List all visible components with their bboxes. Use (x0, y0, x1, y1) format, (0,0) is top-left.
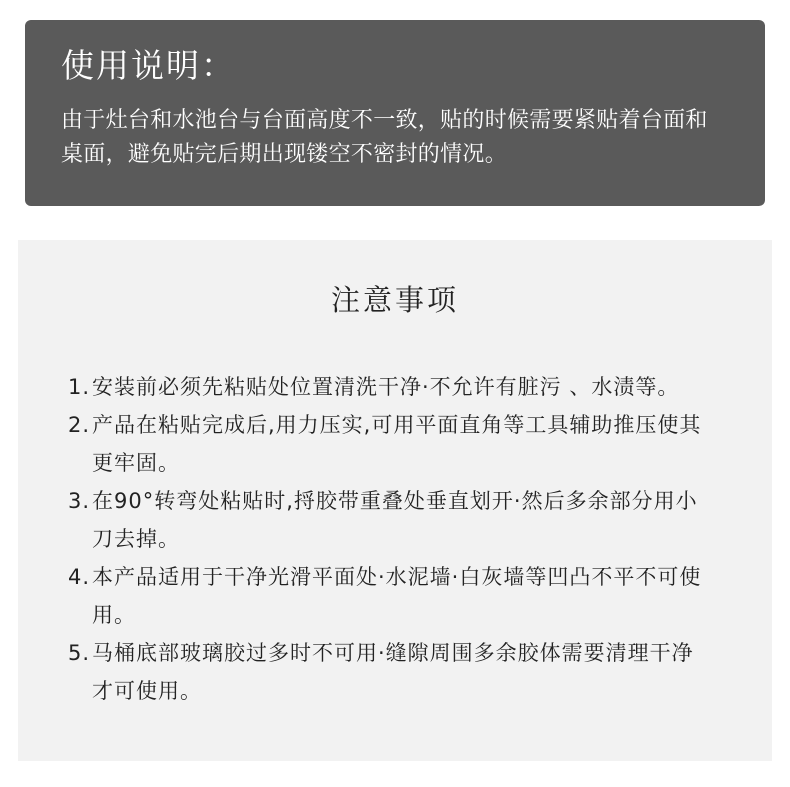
note-text: 本产品适用于干净光滑平面处·水泥墙·白灰墙等凹凸不平不可使用。 (92, 565, 702, 627)
usage-body-text: 由于灶台和水池台与台面高度不一致，贴的时候需要紧贴着台面和桌面，避免贴完后期出现镂空不密封的情况。 (61, 108, 708, 167)
note-item (68, 634, 708, 710)
note-item (68, 406, 708, 482)
usage-title: 使用说明： (61, 46, 236, 85)
note-text: 安装前必须先粘贴处位置清洗干净·不允许有脏污 、水渍等。 (92, 375, 680, 399)
notes-title: 注意事项 (330, 283, 459, 317)
note-item (68, 558, 708, 634)
note-number: 1. (68, 375, 91, 399)
usage-instructions-panel (25, 20, 765, 206)
note-number: 4. (68, 565, 91, 589)
note-number: 5. (68, 641, 91, 665)
note-text: 马桶底部玻璃胶过多时不可用·缝隙周围多余胶体需要清理干净才可使用。 (92, 641, 694, 703)
notes-list (68, 368, 708, 710)
note-item (68, 482, 708, 558)
note-text: 产品在粘贴完成后,用力压实,可用平面直角等工具辅助推压使其更牢固。 (92, 413, 702, 475)
note-item (68, 368, 708, 406)
note-number: 2. (68, 413, 91, 437)
note-text: 在90°转弯处粘贴时,捋胶带重叠处垂直划开·然后多余部分用小刀去掉。 (92, 489, 698, 551)
note-number: 3. (68, 489, 91, 513)
